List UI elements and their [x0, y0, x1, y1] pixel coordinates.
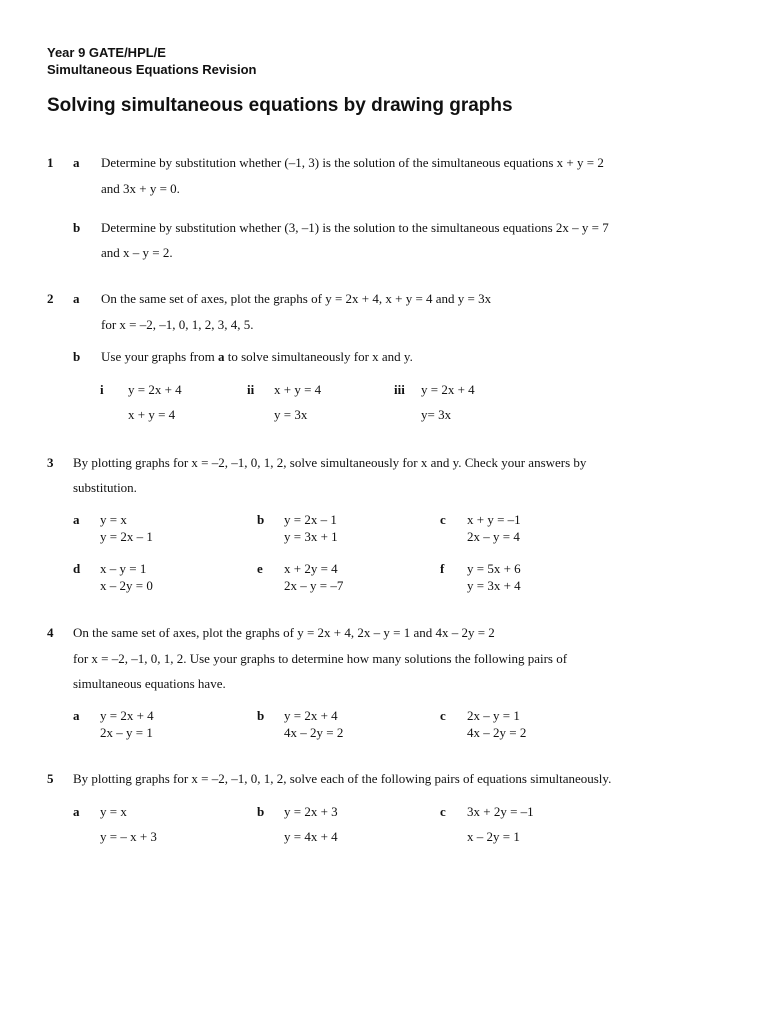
- subpart-label: i: [100, 382, 104, 397]
- question-text: Determine by substitution whether (–1, 3) is the solution of the simultaneous equations x + y = 2: [101, 155, 604, 170]
- part-label: a: [73, 804, 80, 819]
- equation: y = 3x + 4: [467, 578, 521, 593]
- equation: y = x: [100, 804, 127, 819]
- equation: y = 2x – 1: [100, 529, 153, 544]
- equation: y = 2x + 4: [421, 382, 475, 397]
- page-title: Solving simultaneous equations by drawing graphs: [47, 95, 513, 116]
- equation: y = 5x + 6: [467, 561, 521, 576]
- question-text: and x – y = 2.: [101, 245, 173, 260]
- part-label: a: [73, 708, 80, 723]
- equation: y = 2x + 4: [100, 708, 154, 723]
- equation: x + y = 4: [128, 407, 176, 422]
- part-label: a: [73, 155, 80, 170]
- equation: 2x – y = 4: [467, 529, 520, 544]
- equation: y = 3x + 1: [284, 529, 338, 544]
- question-text: On the same set of axes, plot the graphs of y = 2x + 4, x + y = 4 and y = 3x: [101, 291, 492, 306]
- equation: x – 2y = 1: [467, 829, 520, 844]
- part-label: e: [257, 561, 263, 576]
- question-number: 5: [47, 771, 54, 786]
- part-label: b: [73, 220, 81, 235]
- part-label: b: [73, 349, 81, 364]
- equation: y = 3x: [274, 407, 308, 422]
- equation: 2x – y = 1: [100, 725, 153, 740]
- part-label: c: [440, 804, 446, 819]
- equation: y = – x + 3: [100, 829, 157, 844]
- equation: x + y = 4: [274, 382, 322, 397]
- worksheet-subtitle: Simultaneous Equations Revision: [47, 62, 257, 77]
- equation: 2x – y = 1: [467, 708, 520, 723]
- equation: 4x – 2y = 2: [284, 725, 344, 740]
- question-text: substitution.: [73, 480, 137, 495]
- equation: x + 2y = 4: [284, 561, 338, 576]
- part-label: f: [440, 561, 445, 576]
- question-text: [101, 349, 413, 365]
- question-text: for x = –2, –1, 0, 1, 2, 3, 4, 5.: [101, 317, 254, 332]
- question-number: 4: [47, 625, 54, 640]
- question-text: By plotting graphs for x = –2, –1, 0, 1, 2, solve simultaneously for x and y. Check your answers by: [73, 455, 587, 470]
- subpart-label: ii: [247, 382, 255, 397]
- equation: x – y = 1: [100, 561, 147, 576]
- question-text: By plotting graphs for x = –2, –1, 0, 1, 2, solve each of the following pairs of equations simultaneously.: [73, 771, 612, 786]
- question-number: 1: [47, 155, 54, 170]
- part-label: b: [257, 512, 265, 527]
- equation: 2x – y = –7: [284, 578, 344, 593]
- equation: 4x – 2y = 2: [467, 725, 527, 740]
- text-run: to solve simultaneously for x and y.: [224, 349, 413, 364]
- question-text: simultaneous equations have.: [73, 676, 226, 691]
- equation: y = x: [100, 512, 127, 527]
- question-number: 2: [47, 291, 54, 306]
- part-label: b: [257, 708, 265, 723]
- subpart-label: iii: [394, 382, 405, 397]
- equation: y = 2x + 4: [284, 708, 338, 723]
- equation: y = 4x + 4: [284, 829, 338, 844]
- question-text: and 3x + y = 0.: [101, 181, 180, 196]
- equation: x + y = –1: [467, 512, 521, 527]
- equation: 3x + 2y = –1: [467, 804, 534, 819]
- equation: y = 2x + 4: [128, 382, 182, 397]
- part-reference: a: [217, 349, 225, 364]
- part-label: c: [440, 512, 446, 527]
- part-label: d: [73, 561, 81, 576]
- part-label: a: [73, 512, 80, 527]
- part-label: c: [440, 708, 446, 723]
- question-number: 3: [47, 455, 54, 470]
- question-text: Determine by substitution whether (3, –1) is the solution to the simultaneous equations 2x – y = 7: [101, 220, 609, 235]
- course-code: Year 9 GATE/HPL/E: [47, 45, 166, 60]
- part-label: b: [257, 804, 265, 819]
- part-label: a: [73, 291, 80, 306]
- equation: y = 2x + 3: [284, 804, 338, 819]
- question-text: for x = –2, –1, 0, 1, 2. Use your graphs to determine how many solutions the following pairs of: [73, 651, 568, 666]
- text-run: Use your graphs from: [101, 349, 218, 364]
- equation: x – 2y = 0: [100, 578, 153, 593]
- equation: y= 3x: [421, 407, 452, 422]
- question-text: On the same set of axes, plot the graphs of y = 2x + 4, 2x – y = 1 and 4x – 2y = 2: [73, 625, 495, 640]
- equation: y = 2x – 1: [284, 512, 337, 527]
